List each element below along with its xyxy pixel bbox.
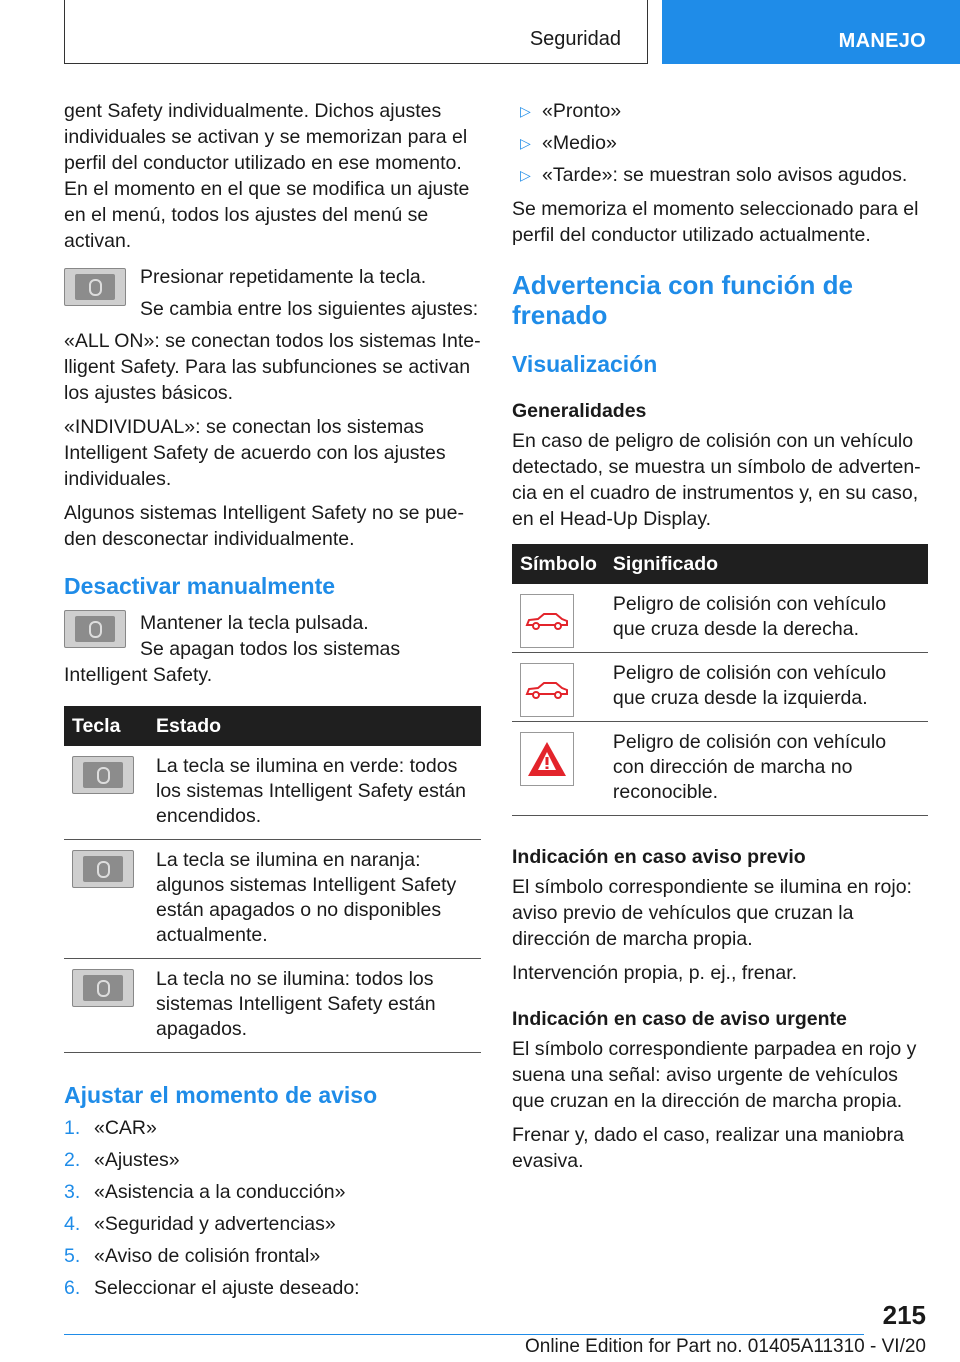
press-repeat-text: Presionar repetidamente la tecla.	[140, 266, 427, 288]
header-frame	[64, 0, 648, 64]
state-cell: La tecla no se ilumina: todos los sistemas Intelligent Safety están apagados.	[148, 959, 481, 1053]
table-row	[512, 722, 928, 816]
all-on-text: «ALL ON»: se conectan todos los sistemas Intelligent Safety. Para las subfunciones se activan los ajustes básicos.	[64, 330, 481, 404]
list-item: 5. «Aviso de colisión frontal»	[64, 1245, 321, 1267]
list-item: 2. «Ajustes»	[64, 1149, 180, 1171]
intelligent-safety-key-icon	[64, 268, 126, 306]
brake-heading: Advertencia con función de frenado	[512, 270, 853, 330]
list-item: 4. «Seguridad y advertencias»	[64, 1213, 336, 1235]
table-row	[64, 746, 481, 840]
state-cell: La tecla se ilumina en naranja: algunos sistemas Intelligent Safety están apagados o no disponibles actualmente.	[148, 840, 481, 959]
table-row	[64, 959, 481, 1053]
col-meaning: Significado	[605, 544, 928, 584]
intro-text: gent Safety individualmente. Dichos ajustes individuales se activan y se memorizan para el perfil del conductor utilizado en ese momento. En el momento en el que se modifica un ajuste en el menú, todos los ajustes del menú se activan.	[64, 100, 470, 252]
list-item: 1. «CAR»	[64, 1117, 157, 1139]
table-row	[512, 653, 928, 722]
individual-text: «INDIVIDUAL»: se conectan los sistemas Intelligent Safety de acuerdo con los ajustes individuales.	[64, 416, 446, 490]
brake-text: Frenar y, dado el caso, realizar una maniobra evasiva.	[512, 1124, 905, 1172]
hold-key-row	[64, 610, 481, 636]
col-symbol: Símbolo	[512, 544, 605, 584]
page-number: 215	[882, 1300, 926, 1330]
prewarn-heading: Indicación en caso aviso previo	[512, 846, 806, 868]
urgent-text: El símbolo correspondiente parpadea en rojo y suena una señal: aviso urgente de vehículos que cruzan en la dirección de marcha propia.	[512, 1038, 917, 1112]
table-row	[64, 840, 481, 959]
chapter-tab[interactable]: MANEJO	[662, 0, 960, 64]
steps-list	[64, 1115, 481, 1301]
urgent-heading: Indicación en caso de aviso urgente	[512, 1008, 847, 1030]
prewarn-text: El símbolo correspondiente se ilumina en rojo: aviso previo de vehículos que cruzan la dirección de marcha propia.	[512, 876, 912, 950]
intelligent-safety-key-icon	[64, 610, 126, 648]
intervention-text: Intervención propia, p. ej., frenar.	[512, 962, 798, 984]
intelligent-safety-key-icon	[72, 850, 134, 888]
list-item: 3. «Asistencia a la conducción»	[64, 1181, 346, 1203]
some-systems-text: Algunos sistemas Intelligent Safety no se pueden desconectar individualmente.	[64, 502, 464, 550]
car-icon	[520, 663, 574, 717]
triangle-bullet-icon: ▷	[520, 135, 531, 151]
list-item: ▷ «Tarde»: se muestran solo avisos agudos.	[512, 162, 928, 188]
display-heading: Visualización	[512, 351, 658, 377]
toggle-text: Se cambia entre los siguientes ajustes:	[140, 298, 479, 320]
timing-heading: Ajustar el momento de aviso	[64, 1082, 378, 1108]
deactivate-heading: Desactivar manualmente	[64, 573, 336, 599]
warning-triangle-icon	[520, 732, 574, 786]
list-item: ▷ «Pronto»	[512, 98, 928, 124]
section-title: Seguridad	[529, 28, 621, 50]
meaning-cell: Peligro de colisión con vehículo que cruza desde la izquierda.	[605, 653, 928, 722]
general-heading: Generalidades	[512, 400, 647, 422]
triangle-bullet-icon: ▷	[520, 103, 531, 119]
meaning-cell: Peligro de colisión con vehículo que cruza desde la derecha.	[605, 584, 928, 653]
all-off-text: Se apagan todos los sistemas Intelligent Safety.	[64, 638, 401, 686]
hold-key-text: Mantener la tecla pulsada.	[140, 612, 369, 634]
list-item: 6. Seleccionar el ajuste deseado:	[64, 1277, 360, 1299]
edition-footer: Online Edition for Part no. 01405A11310 - VI/20	[524, 1336, 926, 1357]
table-row	[512, 584, 928, 653]
key-state-table	[64, 706, 481, 1053]
col-key: Tecla	[64, 706, 148, 746]
car-icon	[520, 594, 574, 648]
general-text: En caso de peligro de colisión con un vehículo detectado, se muestra un símbolo de advertencia en el cuadro de instrumentos y, en su caso, en el Head-Up Display.	[512, 430, 921, 530]
symbol-table	[512, 544, 928, 816]
list-item: ▷ «Medio»	[512, 130, 928, 156]
meaning-cell: Peligro de colisión con vehículo con dirección de marcha no reconocible.	[605, 722, 928, 816]
state-cell: La tecla se ilumina en verde: todos los sistemas Intelligent Safety están encendidos.	[148, 746, 481, 840]
right-column	[512, 98, 928, 1182]
intelligent-safety-key-icon	[72, 756, 134, 794]
press-key-row	[64, 264, 481, 322]
left-column	[64, 98, 481, 1307]
col-state: Estado	[148, 706, 481, 746]
options-list	[512, 98, 928, 188]
triangle-bullet-icon: ▷	[520, 167, 531, 183]
memorized-text: Se memoriza el momento seleccionado para el perfil del conductor utilizado actualmente.	[512, 198, 919, 246]
intelligent-safety-key-icon	[72, 969, 134, 1007]
footer-divider	[64, 1334, 864, 1335]
